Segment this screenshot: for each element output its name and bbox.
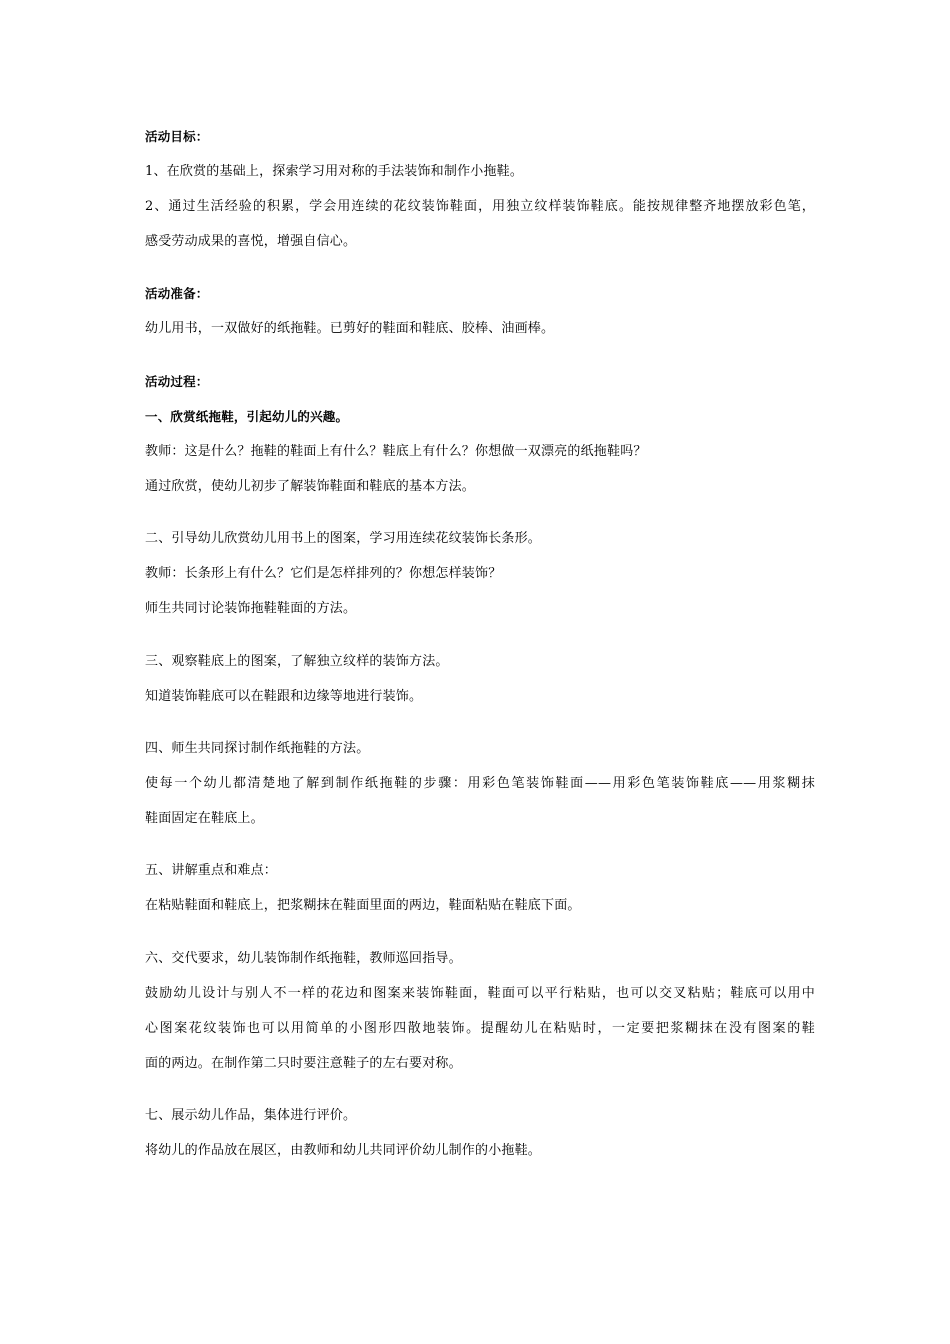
preparation-heading: 活动准备： xyxy=(145,286,209,301)
step-1-line-2: 通过欣赏，使幼儿初步了解装饰鞋面和鞋底的基本方法。 xyxy=(145,479,476,494)
step-2-line-1: 教师：长条形上有什么？它们是怎样排列的？你想怎样装饰？ xyxy=(145,566,502,581)
goal-item-2: 2、通过生活经验的积累，学会用连续的花纹装饰鞋面，用独立纹样装饰鞋底。能按规律整齐地摆放彩色笔， xyxy=(145,199,815,214)
step-2-title: 二、引导幼儿欣赏幼儿用书上的图案，学习用连续花纹装饰长条形。 xyxy=(145,531,542,546)
step-3-line-1: 知道装饰鞋底可以在鞋跟和边缘等地进行装饰。 xyxy=(145,689,423,704)
step-1-line-1: 教师：这是什么？拖鞋的鞋面上有什么？鞋底上有什么？你想做一双漂亮的纸拖鞋吗？ xyxy=(145,444,647,459)
step-4-line-2: 鞋面固定在鞋底上。 xyxy=(145,811,264,826)
goal-item-2-continued: 感受劳动成果的喜悦，增强自信心。 xyxy=(145,234,357,249)
step-2-line-2: 师生共同讨论装饰拖鞋鞋面的方法。 xyxy=(145,601,357,616)
step-5-line-1: 在粘贴鞋面和鞋底上，把浆糊抹在鞋面里面的两边，鞋面粘贴在鞋底下面。 xyxy=(145,898,581,913)
step-5-title: 五、讲解重点和难点： xyxy=(145,863,278,878)
goal-item-1: 1、在欣赏的基础上，探索学习用对称的手法装饰和制作小拖鞋。 xyxy=(145,164,524,179)
step-6-line-2: 心图案花纹装饰也可以用简单的小图形四散地装饰。提醒幼儿在粘贴时，一定要把浆糊抹在没有图案的鞋 xyxy=(145,1021,815,1036)
step-3-title: 三、观察鞋底上的图案，了解独立纹样的装饰方法。 xyxy=(145,654,449,669)
step-1-title: 一、欣赏纸拖鞋，引起幼儿的兴趣。 xyxy=(145,409,349,424)
step-4-title: 四、师生共同探讨制作纸拖鞋的方法。 xyxy=(145,741,370,756)
process-heading: 活动过程： xyxy=(145,374,209,389)
preparation-text: 幼儿用书，一双做好的纸拖鞋。已剪好的鞋面和鞋底、胶棒、油画棒。 xyxy=(145,321,555,336)
step-6-title: 六、交代要求，幼儿装饰制作纸拖鞋，教师巡回指导。 xyxy=(145,951,462,966)
goals-heading: 活动目标： xyxy=(145,129,209,144)
step-7-line-1: 将幼儿的作品放在展区，由教师和幼儿共同评价幼儿制作的小拖鞋。 xyxy=(145,1143,542,1158)
step-4-line-1: 使每一个幼儿都清楚地了解到制作纸拖鞋的步骤：用彩色笔装饰鞋面——用彩色笔装饰鞋底——用浆糊抹 xyxy=(145,776,815,791)
step-7-title: 七、展示幼儿作品，集体进行评价。 xyxy=(145,1108,357,1123)
step-6-line-3: 面的两边。在制作第二只时要注意鞋子的左右要对称。 xyxy=(145,1056,462,1071)
step-6-line-1: 鼓励幼儿设计与别人不一样的花边和图案来装饰鞋面，鞋面可以平行粘贴，也可以交叉粘贴；鞋底可以用中 xyxy=(145,986,815,1001)
